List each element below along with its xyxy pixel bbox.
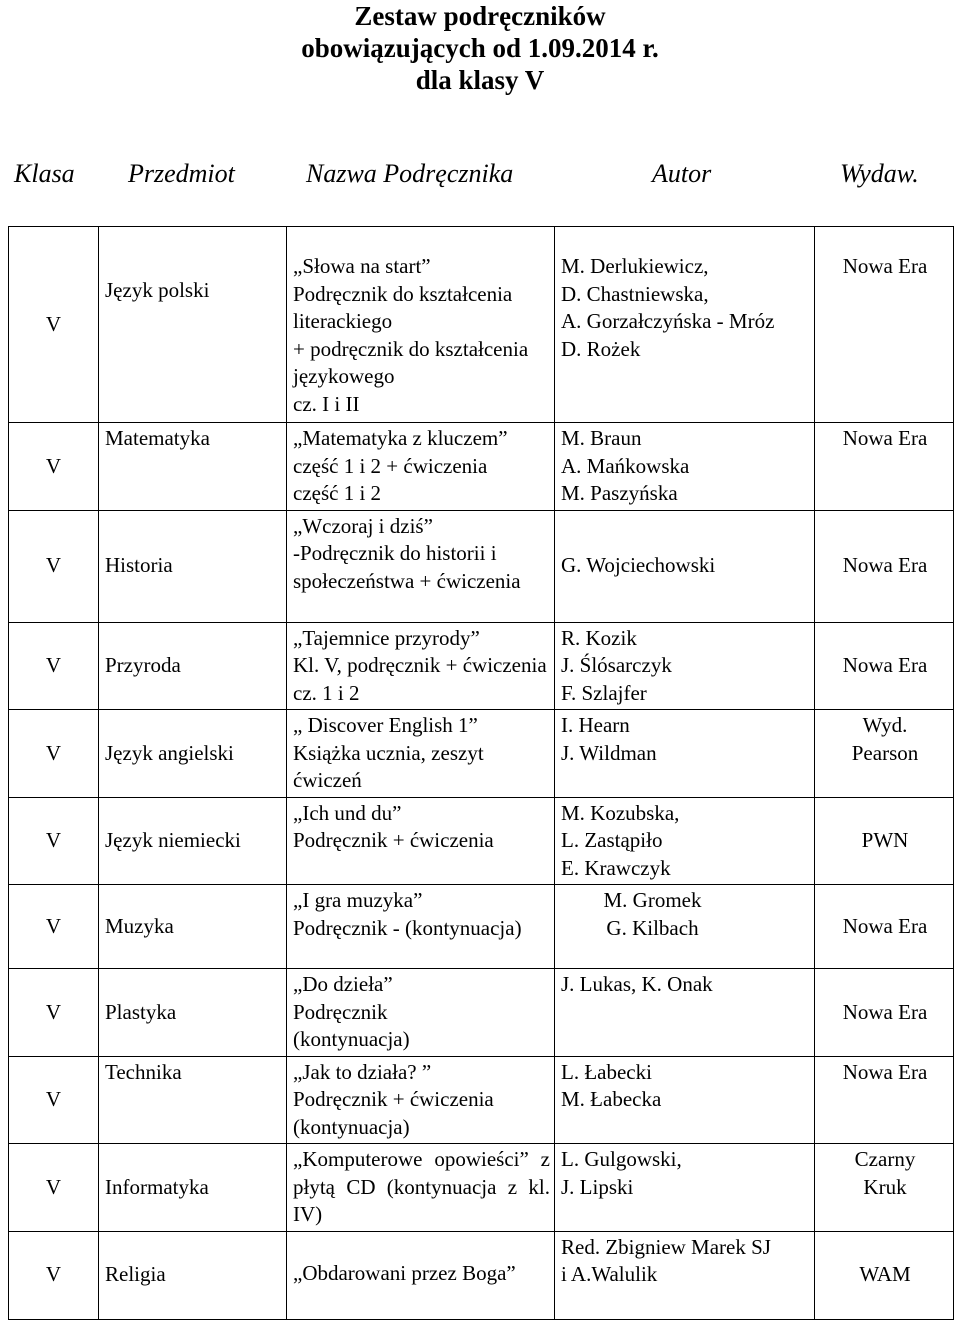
nazwa-text: „Wczoraj i dziś” -Podręcznik do historii i społeczeństwa + ćwiczenia	[293, 513, 521, 593]
cell-nazwa	[287, 1056, 555, 1144]
wydaw-text: Nowa Era	[842, 254, 928, 278]
title-line-1: Zestaw podręczników	[354, 1, 606, 31]
wydaw-text: Czarny Kruk	[854, 1147, 916, 1199]
wydaw-text: Nowa Era	[842, 1059, 928, 1084]
cell-wydaw	[815, 1056, 954, 1144]
cell-autor	[555, 1231, 815, 1319]
table-row	[9, 227, 954, 423]
nazwa-text: „Tajemnice przyrody” Kl. V, podręcznik + ćwiczenia cz. 1 i 2	[293, 625, 547, 705]
cell-wydaw	[815, 797, 954, 885]
cell-przedmiot: Muzyka	[99, 885, 287, 969]
cell-klasa: V	[9, 1056, 99, 1144]
cell-przedmiot: Religia	[99, 1231, 287, 1319]
cell-wydaw	[815, 423, 954, 511]
cell-klasa: V	[9, 1231, 99, 1319]
wydaw-text: Wyd. Pearson	[851, 713, 919, 765]
cell-wydaw	[815, 510, 954, 622]
nazwa-text: „Komputerowe opowieści” z płytą CD (kontynuacja z kl. IV)	[293, 1147, 550, 1226]
autor-text: M. Gromek G. Kilbach	[603, 888, 702, 940]
nazwa-text: „I gra muzyka” Podręcznik - (kontynuacja)	[293, 888, 522, 940]
autor-text: M. Braun A. Mańkowska M. Paszyńska	[561, 426, 690, 505]
autor-text: Red. Zbigniew Marek SJ i A.Walulik	[561, 1234, 771, 1286]
cell-klasa: V	[9, 423, 99, 511]
wydaw-text: Nowa Era	[842, 426, 928, 450]
cell-przedmiot: Plastyka	[99, 969, 287, 1057]
cell-nazwa	[287, 1144, 555, 1232]
autor-text: M. Derlukiewicz, D. Chastniewska, A. Gorzałczyńska - Mróz D. Rożek	[561, 254, 775, 361]
cell-nazwa	[287, 1231, 555, 1319]
autor-text: L. Gulgowski, J. Lipski	[561, 1147, 682, 1199]
autor-text: R. Kozik J. Ślósarczyk F. Szlajfer	[561, 625, 672, 705]
autor-text: M. Kozubska, L. Zastąpiło E. Krawczyk	[561, 800, 680, 880]
cell-nazwa	[287, 227, 555, 423]
document-title	[0, 0, 960, 96]
wydaw-text: PWN	[861, 828, 909, 852]
cell-przedmiot: Informatyka	[99, 1144, 287, 1232]
cell-autor	[555, 622, 815, 710]
wydaw-text: WAM	[859, 1262, 911, 1287]
table-row	[9, 622, 954, 710]
cell-przedmiot: Język angielski	[99, 710, 287, 798]
cell-wydaw	[815, 1231, 954, 1319]
cell-wydaw	[815, 885, 954, 969]
column-headers	[0, 158, 960, 190]
cell-nazwa	[287, 510, 555, 622]
cell-klasa: V	[9, 622, 99, 710]
header-przedmiot: Przedmiot	[128, 159, 235, 188]
nazwa-text: „Matematyka z kluczem” część 1 i 2 + ćwiczenia część 1 i 2	[293, 426, 508, 505]
nazwa-text: „Słowa na start” Podręcznik do kształcenia literackiego + podręcznik do kształcenia językowego cz. I i II	[293, 254, 529, 416]
cell-przedmiot: Język polski	[99, 227, 287, 423]
table-row	[9, 885, 954, 969]
cell-przedmiot: Język niemiecki	[99, 797, 287, 885]
cell-przedmiot: Przyroda	[99, 622, 287, 710]
cell-klasa: V	[9, 227, 99, 423]
cell-autor	[555, 1056, 815, 1144]
cell-nazwa	[287, 885, 555, 969]
cell-przedmiot: Technika	[99, 1056, 287, 1144]
cell-wydaw	[815, 1144, 954, 1232]
nazwa-text: „Jak to działa? ” Podręcznik + ćwiczenia (kontynuacja)	[293, 1059, 494, 1139]
table-row	[9, 423, 954, 511]
table-row	[9, 1231, 954, 1319]
cell-autor	[555, 1144, 815, 1232]
cell-wydaw	[815, 710, 954, 798]
nazwa-text: „ Discover English 1” Książka ucznia, zeszyt ćwiczeń	[293, 713, 484, 792]
nazwa-text: „Obdarowani przez Boga”	[293, 1260, 516, 1285]
cell-autor	[555, 969, 815, 1057]
cell-nazwa	[287, 969, 555, 1057]
cell-wydaw	[815, 227, 954, 423]
table-row	[9, 1144, 954, 1232]
autor-text: G. Wojciechowski	[561, 553, 716, 578]
cell-nazwa	[287, 423, 555, 511]
cell-autor	[555, 510, 815, 622]
nazwa-text: „Ich und du” Podręcznik + ćwiczenia	[293, 800, 494, 852]
cell-przedmiot: Historia	[99, 510, 287, 622]
title-line-2: obowiązujących od 1.09.2014 r.	[301, 33, 659, 63]
nazwa-text: „Do dzieła” Podręcznik (kontynuacja)	[293, 972, 410, 1051]
autor-text: L. Łabecki M. Łabecka	[561, 1059, 662, 1111]
cell-klasa: V	[9, 710, 99, 798]
cell-autor	[555, 797, 815, 885]
cell-wydaw	[815, 622, 954, 710]
wydaw-text: Nowa Era	[842, 653, 928, 677]
title-line-3: dla klasy V	[415, 65, 545, 95]
cell-autor	[555, 710, 815, 798]
cell-klasa: V	[9, 1144, 99, 1232]
header-nazwa: Nazwa Podręcznika	[306, 159, 514, 188]
cell-klasa: V	[9, 885, 99, 969]
cell-klasa: V	[9, 797, 99, 885]
textbook-table	[8, 226, 954, 1320]
cell-autor	[555, 423, 815, 511]
table-row	[9, 797, 954, 885]
table-row	[9, 710, 954, 798]
cell-nazwa	[287, 710, 555, 798]
cell-nazwa	[287, 622, 555, 710]
header-wydaw: Wydaw.	[840, 159, 919, 188]
cell-wydaw	[815, 969, 954, 1057]
table-row	[9, 969, 954, 1057]
cell-przedmiot: Matematyka	[99, 423, 287, 511]
table-row	[9, 510, 954, 622]
wydaw-text: Nowa Era	[842, 913, 928, 938]
cell-nazwa	[287, 797, 555, 885]
cell-autor	[555, 885, 815, 969]
cell-klasa: V	[9, 969, 99, 1057]
header-klasa: Klasa	[14, 159, 75, 188]
wydaw-text: Nowa Era	[842, 553, 928, 578]
table-row	[9, 1056, 954, 1144]
autor-text: I. Hearn J. Wildman	[561, 713, 657, 765]
header-autor: Autor	[652, 159, 712, 188]
autor-text: J. Lukas, K. Onak	[561, 972, 713, 996]
wydaw-text: Nowa Era	[842, 999, 928, 1024]
cell-autor	[555, 227, 815, 423]
cell-klasa: V	[9, 510, 99, 622]
